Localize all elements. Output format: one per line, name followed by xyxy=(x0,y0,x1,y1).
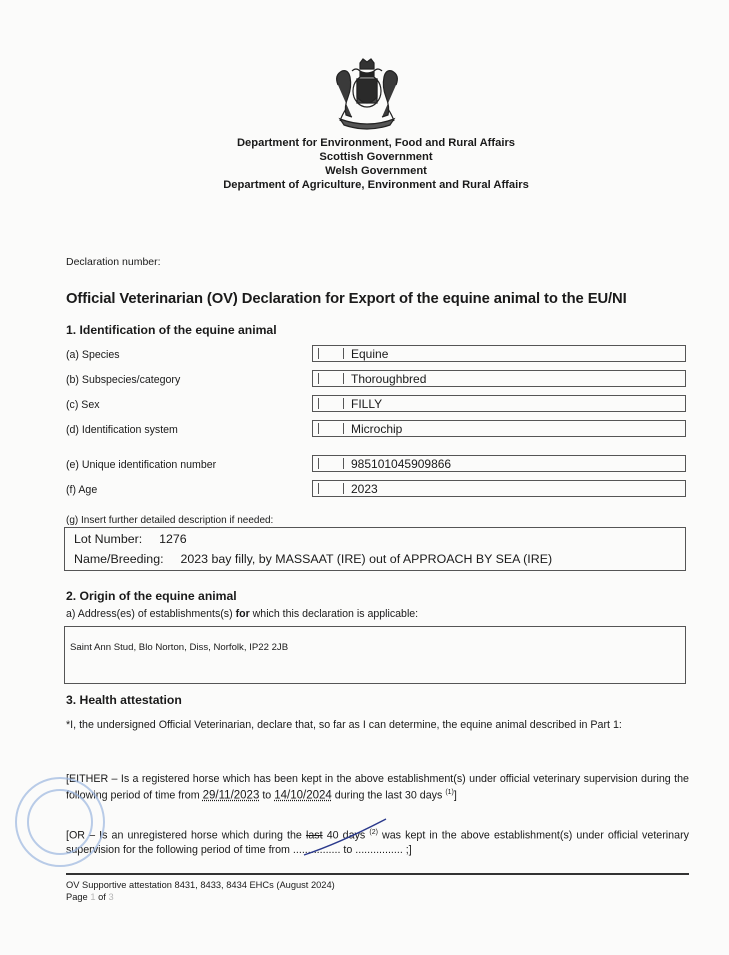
identification-system-value: Microchip xyxy=(351,422,403,436)
subspecies-field[interactable] xyxy=(312,370,686,387)
further-description-box[interactable] xyxy=(64,527,686,571)
date-to: 14/10/2024 xyxy=(274,789,332,802)
species-value: Equine xyxy=(351,347,389,361)
unique-id-field[interactable] xyxy=(312,455,686,472)
either-footnote: (1) xyxy=(445,789,454,796)
age-value: 2023 xyxy=(351,482,378,496)
field-notch xyxy=(318,483,344,494)
field-notch xyxy=(318,423,344,434)
department-line: Welsh Government xyxy=(325,165,427,177)
date-from: 29/11/2023 xyxy=(202,789,260,802)
page-label: Page xyxy=(66,892,88,902)
address-sub-label-c: which this declaration is applicable: xyxy=(252,608,419,620)
identification-system-label: (d) Identification system xyxy=(66,424,178,436)
lot-number-label: Lot Number: xyxy=(74,532,143,546)
unique-id-label: (e) Unique identification number xyxy=(66,459,217,471)
species-label: (a) Species xyxy=(66,349,120,361)
department-names xyxy=(150,136,602,192)
breeding-label: Name/Breeding: xyxy=(74,552,164,566)
pen-strike-mark xyxy=(300,815,390,860)
or-footnote: (2) xyxy=(369,829,378,836)
department-line: Department of Agriculture, Environment and Rural Affairs xyxy=(223,179,529,191)
or-struck-word: last xyxy=(305,829,323,842)
address-sub-label-b: for xyxy=(235,608,250,620)
either-end: ] xyxy=(453,789,457,802)
footer-reference: OV Supportive attestation 8431, 8433, 8434 EHCs (August 2024) xyxy=(66,880,335,890)
section-1-heading: 1. Identification of the equine animal xyxy=(66,323,277,337)
sex-value: FILLY xyxy=(351,397,383,411)
document-title: Official Veterinarian (OV) Declaration for Export of the equine animal to the EU/NI xyxy=(66,291,627,307)
age-label: (f) Age xyxy=(66,484,98,496)
page-number: 1 xyxy=(90,892,96,902)
identification-system-field[interactable] xyxy=(312,420,686,437)
official-stamp-icon xyxy=(12,762,108,882)
section-3-heading: 3. Health attestation xyxy=(66,693,182,707)
or-text-2: 40 days xyxy=(326,829,366,842)
of-label: of xyxy=(98,892,106,902)
unique-id-value: 985101045909866 xyxy=(351,457,452,471)
either-clause xyxy=(66,772,689,803)
subspecies-value: Thoroughbred xyxy=(351,372,427,386)
department-line: Scottish Government xyxy=(319,151,433,163)
department-line: Department for Environment, Food and Rural Affairs xyxy=(236,137,516,149)
section-2-heading: 2. Origin of the equine animal xyxy=(66,589,237,603)
lot-number-value: 1276 xyxy=(159,532,187,546)
to-word: to xyxy=(262,789,272,802)
further-description-label: (g) Insert further detailed description if needed: xyxy=(66,515,274,526)
field-notch xyxy=(318,373,344,384)
age-field[interactable] xyxy=(312,480,686,497)
field-notch xyxy=(318,348,344,359)
breeding-value: 2023 bay filly, by MASSAAT (IRE) out of APPROACH BY SEA (IRE) xyxy=(180,552,553,566)
address-box[interactable] xyxy=(64,626,686,684)
or-text-3: was kept in the above establishment(s) under official veterinary supervision for the following period of time from ................ to ................ ;] xyxy=(66,829,689,856)
subspecies-label: (b) Subspecies/category xyxy=(66,374,181,386)
health-intro: *I, the undersigned Official Veterinarian, declare that, so far as I can determine, the equine animal described in Part 1: xyxy=(66,719,622,731)
address-sub-label xyxy=(66,608,418,620)
page-total: 3 xyxy=(108,892,114,902)
declaration-number-label: Declaration number: xyxy=(66,256,161,268)
establishment-address: Saint Ann Stud, Blo Norton, Diss, Norfolk, IP22 2JB xyxy=(70,642,289,653)
or-text-1: [OR – Is an unregistered horse which during the xyxy=(66,829,302,842)
either-text-1: [EITHER – Is a registered horse which has been kept in the above establishment(s) under official veterinary supervision during the following period of time from xyxy=(66,773,689,802)
sex-label: (c) Sex xyxy=(66,399,100,411)
address-sub-label-a: a) Address(es) of establishments(s) xyxy=(66,608,233,620)
sex-field[interactable] xyxy=(312,395,686,412)
field-notch xyxy=(318,458,344,469)
either-text-2: during the last 30 days xyxy=(334,789,443,802)
species-field[interactable] xyxy=(312,345,686,362)
breeding-line xyxy=(74,552,552,566)
lot-line xyxy=(74,532,187,546)
page-indicator xyxy=(66,892,114,902)
field-notch xyxy=(318,398,344,409)
footer-divider xyxy=(66,873,689,875)
royal-coat-of-arms-icon xyxy=(330,57,404,135)
